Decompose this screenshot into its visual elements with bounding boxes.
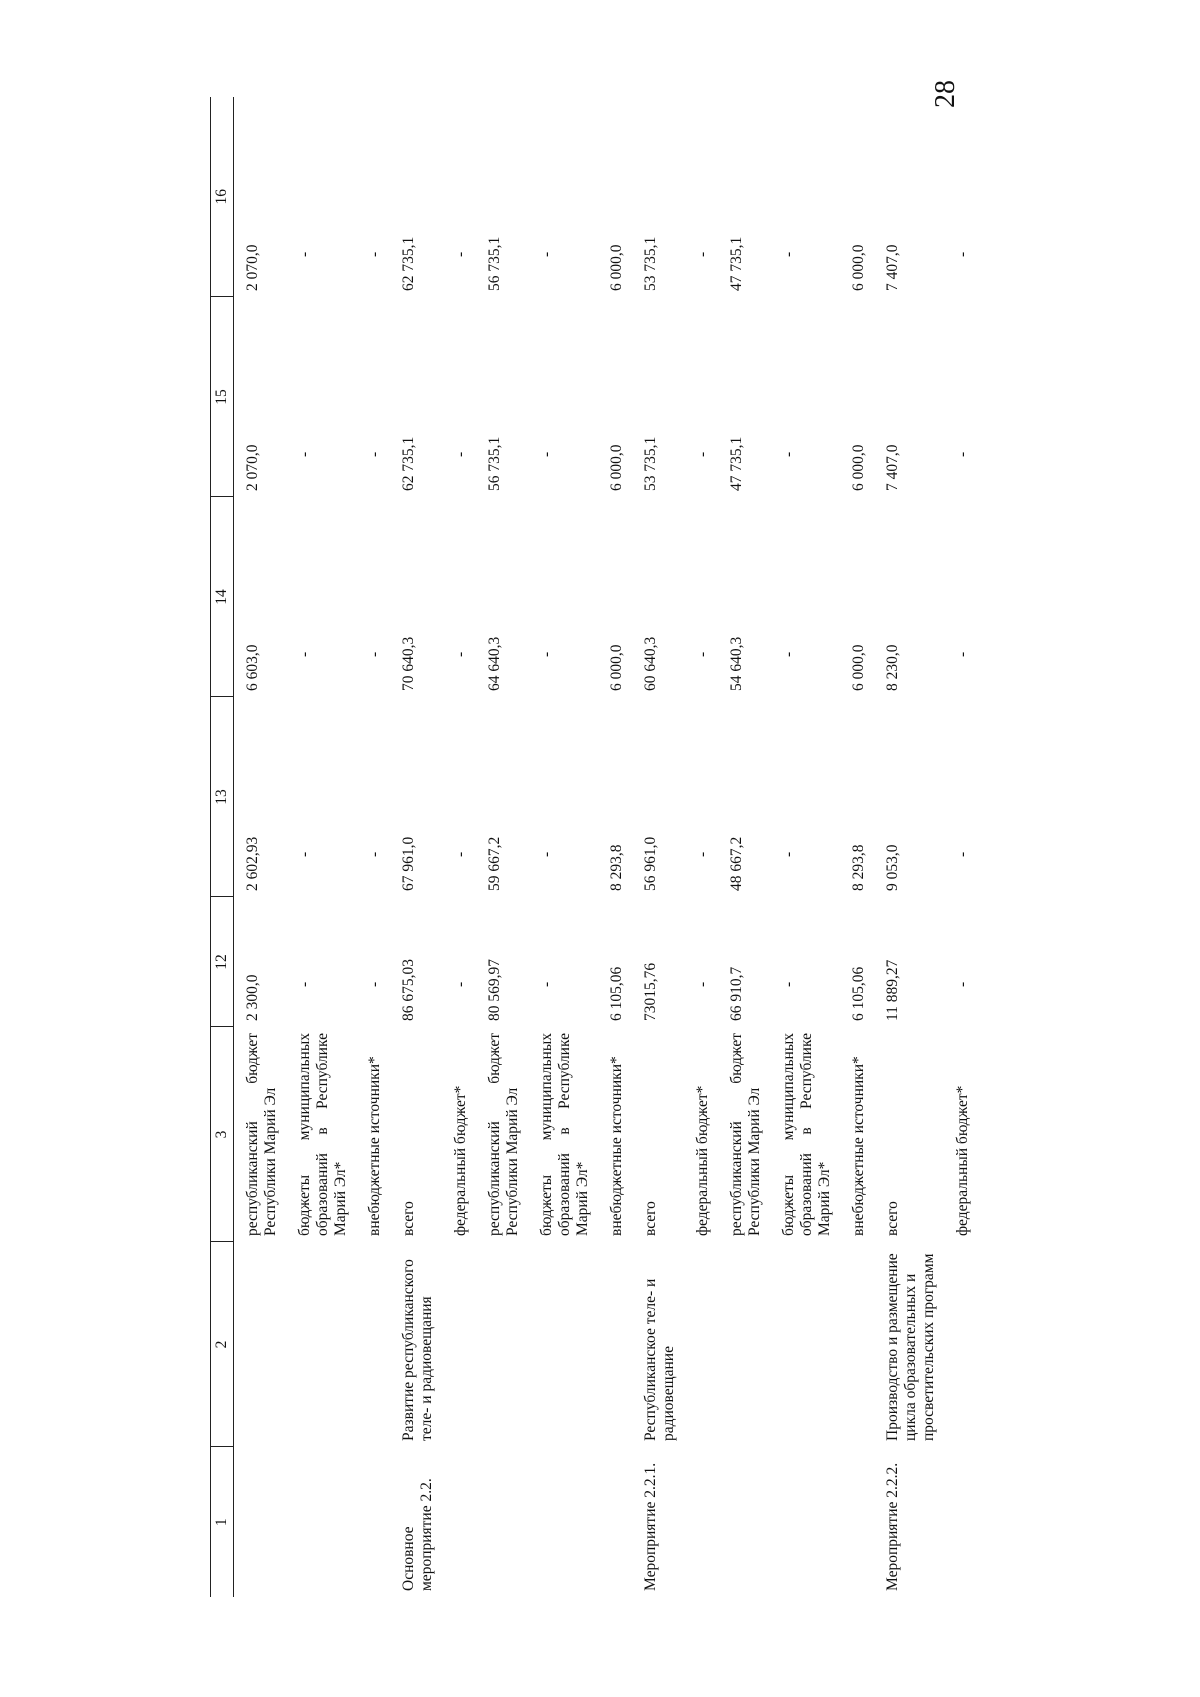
- activity-name-cell: [356, 1242, 390, 1447]
- value-col16-cell: -: [452, 251, 469, 257]
- activity-name-cell: [234, 1242, 287, 1447]
- activity-name-cell: [840, 1242, 874, 1447]
- activity-name-cell: [598, 1242, 632, 1447]
- funding-source-cell: бюджеты муниципальных образований в Республике Марий Эл*: [296, 1033, 349, 1236]
- value-col16-cell: 62 735,1: [400, 236, 417, 291]
- value-col14-cell: -: [366, 651, 383, 657]
- activity-code-cell: [286, 1447, 356, 1597]
- column-header: 3: [211, 1027, 234, 1242]
- value-col12-cell: 6 105,06: [850, 966, 867, 1021]
- funding-source-cell: бюджеты муниципальных образований в Республике Марий Эл*: [780, 1033, 833, 1236]
- value-col16-cell: -: [954, 251, 971, 257]
- budget-table: [210, 97, 978, 1597]
- funding-source-cell: федеральный бюджет*: [452, 1085, 469, 1236]
- table-row: [684, 97, 718, 1597]
- value-col16-cell: 7 407,0: [884, 244, 901, 291]
- activity-name-cell: [286, 1242, 356, 1447]
- column-header: 15: [211, 297, 234, 497]
- activity-name-cell: [718, 1242, 770, 1447]
- activity-code-cell: [598, 1447, 632, 1597]
- activity-name-cell: [528, 1242, 598, 1447]
- activity-code-cell: Мероприятие 2.2.1.: [642, 1462, 659, 1591]
- value-col13-cell: -: [366, 851, 383, 857]
- value-col14-cell: 8 230,0: [884, 644, 901, 691]
- funding-source-cell: республиканский бюджет Республики Марий Эл: [486, 1033, 521, 1236]
- funding-source-cell: всего: [642, 1201, 659, 1236]
- value-col15-cell: -: [452, 451, 469, 457]
- value-col16-cell: 56 735,1: [486, 236, 503, 291]
- funding-source-cell: внебюджетные источники*: [366, 1056, 383, 1236]
- value-col15-cell: -: [538, 451, 555, 457]
- funding-source-cell: внебюджетные источники*: [850, 1056, 867, 1236]
- value-col14-cell: 6 000,0: [850, 644, 867, 691]
- funding-source-cell: республиканский бюджет Республики Марий Эл: [244, 1033, 279, 1236]
- value-col14-cell: -: [694, 651, 711, 657]
- value-col13-cell: -: [694, 851, 711, 857]
- value-col13-cell: 8 293,8: [608, 844, 625, 891]
- activity-name-cell: [944, 1242, 978, 1447]
- activity-name-cell: [442, 1242, 476, 1447]
- value-col15-cell: -: [954, 451, 971, 457]
- activity-code-cell: [718, 1447, 770, 1597]
- value-col15-cell: 47 735,1: [728, 436, 745, 491]
- activity-code-cell: [840, 1447, 874, 1597]
- value-col12-cell: 73015,76: [642, 962, 659, 1021]
- table-row: [476, 97, 528, 1597]
- value-col13-cell: 2 602,93: [244, 836, 261, 891]
- activity-code-cell: [528, 1447, 598, 1597]
- rotated-page: [210, 97, 1100, 1597]
- value-col12-cell: 80 569,97: [486, 959, 503, 1021]
- funding-source-cell: бюджеты муниципальных образований в Республике Марий Эл*: [538, 1033, 591, 1236]
- activity-name-cell: Производство и размещение цикла образовательных и просветительских программ: [884, 1253, 937, 1441]
- value-col14-cell: -: [538, 651, 555, 657]
- value-col14-cell: -: [780, 651, 797, 657]
- value-col16-cell: -: [780, 251, 797, 257]
- value-col13-cell: 8 293,8: [850, 844, 867, 891]
- value-col14-cell: 6 000,0: [608, 644, 625, 691]
- table-row: [286, 97, 356, 1597]
- funding-source-cell: федеральный бюджет*: [954, 1085, 971, 1236]
- table-row: [528, 97, 598, 1597]
- value-col13-cell: 67 961,0: [400, 836, 417, 891]
- value-col16-cell: 47 735,1: [728, 236, 745, 291]
- funding-source-cell: всего: [884, 1201, 901, 1236]
- activity-code-cell: [234, 1447, 287, 1597]
- value-col14-cell: 60 640,3: [642, 636, 659, 691]
- value-col14-cell: 54 640,3: [728, 636, 745, 691]
- activity-code-cell: [356, 1447, 390, 1597]
- column-header: 1: [211, 1447, 234, 1597]
- value-col12-cell: -: [954, 981, 971, 987]
- value-col15-cell: -: [366, 451, 383, 457]
- activity-name-cell: [770, 1242, 840, 1447]
- value-col14-cell: -: [296, 651, 313, 657]
- funding-source-cell: всего: [400, 1201, 417, 1236]
- activity-code-cell: [944, 1447, 978, 1597]
- value-col16-cell: 53 735,1: [642, 236, 659, 291]
- activity-name-cell: [476, 1242, 528, 1447]
- value-col16-cell: -: [538, 251, 555, 257]
- value-col15-cell: 2 070,0: [244, 444, 261, 491]
- activity-name-cell: Республиканское теле- и радиовещание: [642, 1278, 677, 1441]
- table-row: [442, 97, 476, 1597]
- value-col13-cell: -: [954, 851, 971, 857]
- value-col13-cell: -: [538, 851, 555, 857]
- column-header: 13: [211, 697, 234, 897]
- value-col12-cell: -: [452, 981, 469, 987]
- value-col13-cell: -: [780, 851, 797, 857]
- value-col12-cell: -: [366, 981, 383, 987]
- value-col13-cell: -: [452, 851, 469, 857]
- table-header-row: [211, 97, 234, 1597]
- value-col14-cell: 64 640,3: [486, 636, 503, 691]
- value-col12-cell: -: [538, 981, 555, 987]
- activity-code-cell: [684, 1447, 718, 1597]
- value-col12-cell: 6 105,06: [608, 966, 625, 1021]
- value-col15-cell: 6 000,0: [608, 444, 625, 491]
- value-col16-cell: 2 070,0: [244, 244, 261, 291]
- table-row: [944, 97, 978, 1597]
- funding-source-cell: федеральный бюджет*: [694, 1085, 711, 1236]
- table-row: [770, 97, 840, 1597]
- value-col15-cell: -: [694, 451, 711, 457]
- value-col16-cell: -: [366, 251, 383, 257]
- table-row: [234, 97, 287, 1597]
- value-col14-cell: 6 603,0: [244, 644, 261, 691]
- table-row: [632, 97, 684, 1597]
- page-number: 28: [930, 80, 961, 108]
- value-col15-cell: -: [296, 451, 313, 457]
- value-col12-cell: -: [296, 981, 313, 987]
- value-col15-cell: 6 000,0: [850, 444, 867, 491]
- activity-name-cell: [684, 1242, 718, 1447]
- value-col15-cell: -: [780, 451, 797, 457]
- funding-source-cell: республиканский бюджет Республики Марий Эл: [728, 1033, 763, 1236]
- value-col15-cell: 62 735,1: [400, 436, 417, 491]
- value-col16-cell: 6 000,0: [850, 244, 867, 291]
- funding-source-cell: внебюджетные источники*: [608, 1056, 625, 1236]
- table-row: [874, 97, 944, 1597]
- column-header: 12: [211, 897, 234, 1027]
- value-col12-cell: 86 675,03: [400, 959, 417, 1021]
- value-col16-cell: 6 000,0: [608, 244, 625, 291]
- value-col12-cell: 66 910,7: [728, 966, 745, 1021]
- activity-code-cell: [476, 1447, 528, 1597]
- value-col15-cell: 56 735,1: [486, 436, 503, 491]
- activity-code-cell: Мероприятие 2.2.2.: [884, 1462, 901, 1591]
- value-col14-cell: -: [954, 651, 971, 657]
- value-col12-cell: -: [780, 981, 797, 987]
- value-col14-cell: -: [452, 651, 469, 657]
- value-col13-cell: 9 053,0: [884, 844, 901, 891]
- column-header: 14: [211, 497, 234, 697]
- activity-name-cell: Развитие республиканского теле- и радиовещания: [400, 1259, 435, 1441]
- value-col16-cell: -: [694, 251, 711, 257]
- activity-code-cell: [442, 1447, 476, 1597]
- value-col12-cell: -: [694, 981, 711, 987]
- value-col13-cell: -: [296, 851, 313, 857]
- value-col13-cell: 48 667,2: [728, 836, 745, 891]
- table-row: [718, 97, 770, 1597]
- table-row: [356, 97, 390, 1597]
- activity-code-cell: Основное мероприятие 2.2.: [400, 1478, 435, 1591]
- value-col15-cell: 7 407,0: [884, 444, 901, 491]
- value-col13-cell: 59 667,2: [486, 836, 503, 891]
- value-col15-cell: 53 735,1: [642, 436, 659, 491]
- table-row: [840, 97, 874, 1597]
- value-col12-cell: 11 889,27: [884, 959, 901, 1021]
- value-col16-cell: -: [296, 251, 313, 257]
- activity-code-cell: [770, 1447, 840, 1597]
- table-row: [598, 97, 632, 1597]
- column-header: 16: [211, 97, 234, 297]
- column-header: 2: [211, 1242, 234, 1447]
- value-col14-cell: 70 640,3: [400, 636, 417, 691]
- value-col12-cell: 2 300,0: [244, 974, 261, 1021]
- table-row: [390, 97, 442, 1597]
- value-col13-cell: 56 961,0: [642, 836, 659, 891]
